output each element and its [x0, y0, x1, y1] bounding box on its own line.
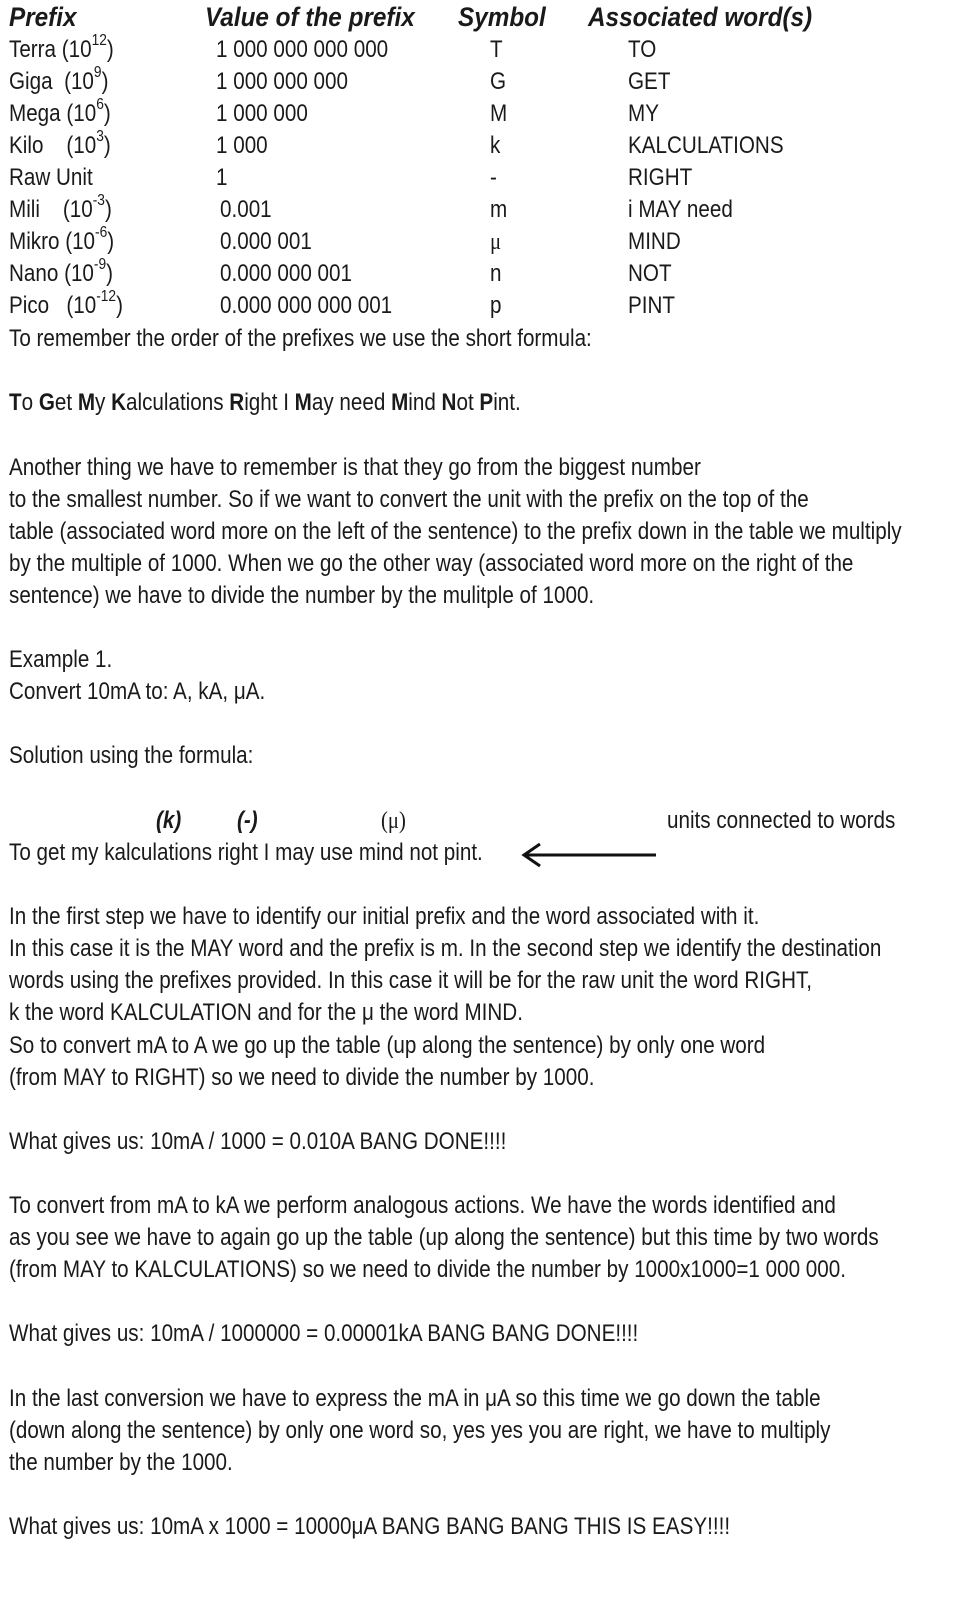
prefix-cell: Mega $(10^6)$ [9, 96, 111, 127]
word-cell: MIND [628, 228, 681, 255]
text-line: In the last conversion we have to express the mA in μA so this time we go down the table [9, 1385, 821, 1412]
word-cell: NOT [628, 260, 672, 287]
word-cell: GET [628, 68, 671, 95]
text-line: (from MAY to KALCULATIONS) so we need to divide the number by 1000x1000=1 000 000. [9, 1256, 846, 1283]
symbol-cell: T [490, 36, 503, 63]
prefix-cell: Raw Unit [9, 164, 93, 191]
intro-text: To remember the order of the prefixes we use the short formula: [9, 325, 592, 352]
text-line: In this case it is the MAY word and the prefix is m. In the second step we identify the destination [9, 935, 882, 962]
text-line: as you see we have to again go up the table (up along the sentence) but this time by two words [9, 1224, 879, 1251]
symbol-cell: k [490, 132, 501, 159]
header-value: Value of the prefix [205, 2, 415, 32]
value-cell: 1 000 000 [216, 100, 308, 127]
text-line: k the word KALCULATION and for the μ the word MIND. [9, 999, 523, 1026]
text-line: sentence) we have to divide the number by the mulitple of 1000. [9, 582, 595, 609]
text-line: In the first step we have to identify our initial prefix and the word associated with it. [9, 903, 760, 930]
word-cell: KALCULATIONS [628, 132, 784, 159]
word-cell: TO [628, 36, 657, 63]
symbol-cell: p [490, 292, 502, 319]
text-line: words using the prefixes provided. In this case it will be for the raw unit the word RIGHT, [9, 967, 813, 994]
left-arrow-icon [518, 842, 658, 868]
prefix-cell: Giga $(10^9)$ [9, 64, 109, 95]
label-note: units connected to words [667, 807, 896, 834]
header-prefix: Prefix [9, 2, 77, 32]
prefix-cell: Nano $(10^{-9})$ [9, 256, 114, 287]
word-cell: MY [628, 100, 659, 127]
value-cell: 1 000 000 000 [216, 68, 348, 95]
solution-intro: Solution using the formula: [9, 742, 254, 769]
label-k: (k) [156, 807, 182, 834]
prefix-cell: Pico $(10^{-12})$ [9, 288, 123, 319]
prefix-cell: Mili $(10^{-3})$ [9, 192, 112, 223]
formula-sentence: To get my kalculations right I may use mind not pint. [9, 839, 483, 866]
result-3: What gives us: 10mA x 1000 = 10000μA BANG BANG BANG THIS IS EASY!!!! [9, 1513, 731, 1540]
word-cell: i MAY need [628, 196, 733, 223]
word-cell: RIGHT [628, 164, 693, 191]
text-line: by the multiple of 1000. When we go the other way (associated word more on the right of the [9, 550, 854, 577]
result-2: What gives us: 10mA / 1000000 = 0.00001kA BANG BANG DONE!!!! [9, 1320, 639, 1347]
example-task: Convert 10mA to: A, kA, μA. [9, 678, 266, 705]
text-line: Another thing we have to remember is that they go from the biggest number [9, 454, 701, 481]
text-line: to the smallest number. So if we want to convert the unit with the prefix on the top of the [9, 486, 809, 513]
value-cell: 1 000 [216, 132, 268, 159]
header-symbol: Symbol [458, 2, 546, 32]
prefix-cell: Kilo $(10^3)$ [9, 128, 111, 159]
value-cell: 0.000 000 001 [220, 260, 352, 287]
text-line: the number by the 1000. [9, 1449, 233, 1476]
symbol-cell: G [490, 68, 507, 95]
result-1: What gives us: 10mA / 1000 = 0.010A BANG DONE!!!! [9, 1128, 507, 1155]
text-line: So to convert mA to A we go up the table (up along the sentence) by only one word [9, 1032, 766, 1059]
value-cell: 1 [216, 164, 228, 191]
symbol-cell: m [490, 196, 508, 223]
header-word: Associated word(s) [588, 2, 813, 32]
mnemonic-sentence: To Get My Kalculations Right I May need Mind Not Pint. [9, 389, 521, 416]
text-line: (down along the sentence) by only one word so, yes yes you are right, we have to multiply [9, 1417, 831, 1444]
text-line: table (associated word more on the left of the sentence) to the prefix down in the table we multiply [9, 518, 902, 545]
text-line: (from MAY to RIGHT) so we need to divide the number by 1000. [9, 1064, 595, 1091]
label-mu: (μ) [381, 808, 406, 834]
symbol-cell: M [490, 100, 508, 127]
symbol-cell: μ [490, 229, 502, 255]
symbol-cell: n [490, 260, 502, 287]
value-cell: 0.001 [220, 196, 272, 223]
text-line: To convert from mA to kA we perform analogous actions. We have the words identified and [9, 1192, 836, 1219]
prefix-cell: Mikro $(10^{-6})$ [9, 224, 115, 255]
value-cell: 0.000 001 [220, 228, 312, 255]
symbol-cell: - [490, 164, 497, 191]
label-raw: (-) [237, 807, 258, 834]
prefix-cell: Terra $(10^{12})$ [9, 32, 114, 63]
value-cell: 1 000 000 000 000 [216, 36, 389, 63]
word-cell: PINT [628, 292, 676, 319]
example-title: Example 1. [9, 646, 113, 673]
value-cell: 0.000 000 000 001 [220, 292, 393, 319]
